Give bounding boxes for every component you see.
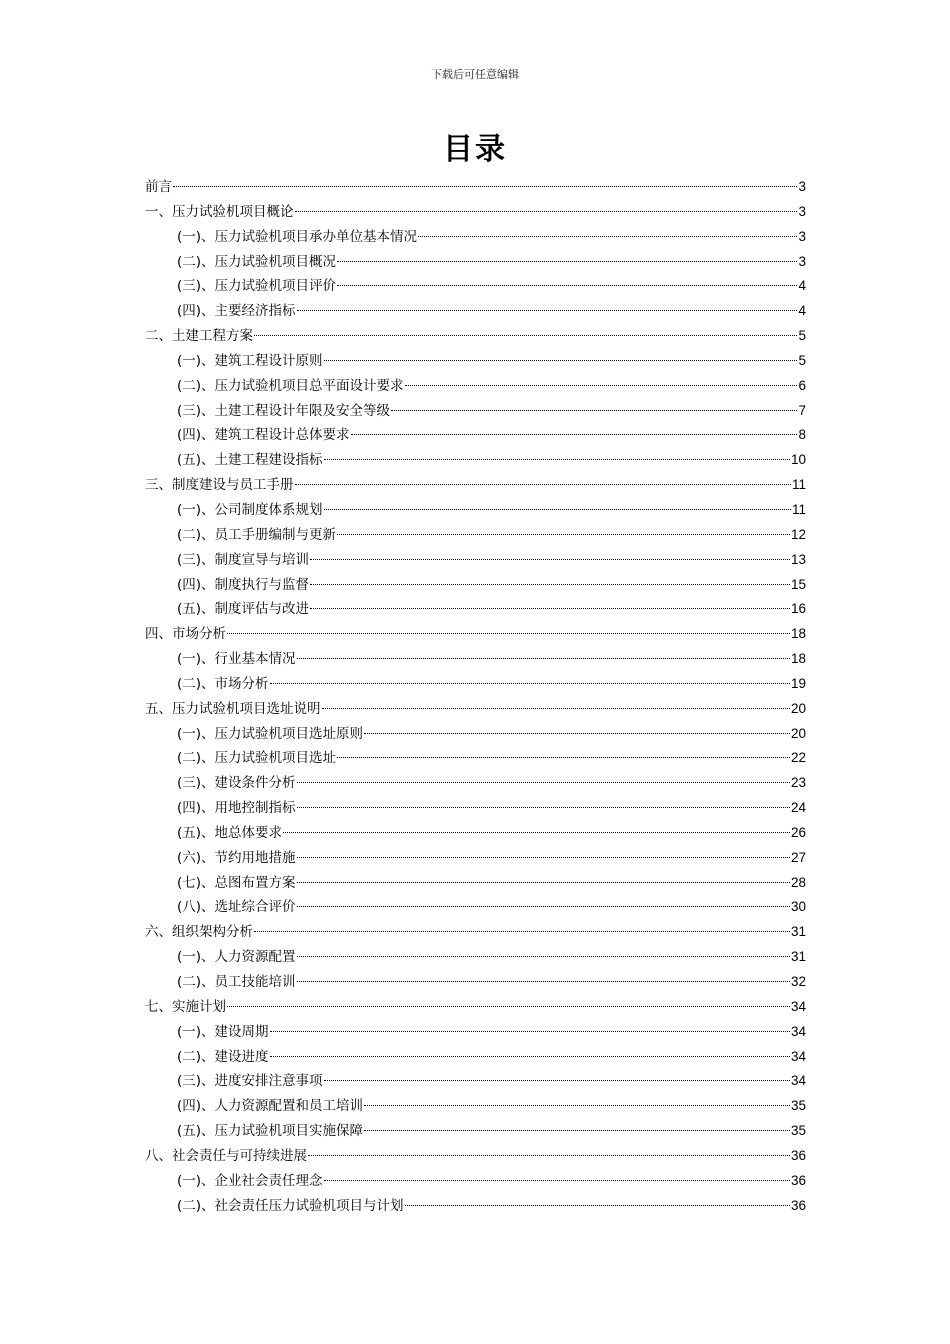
toc-entry[interactable] (145, 796, 806, 821)
toc-entry-label: (一)、建筑工程设计原则 (177, 352, 323, 369)
toc-dot-leader (337, 757, 790, 758)
toc-entry[interactable] (145, 821, 806, 846)
toc-entry-label: (四)、用地控制指标 (177, 800, 296, 817)
toc-entry[interactable] (145, 746, 806, 771)
toc-entry-page-number: 30 (790, 899, 806, 915)
toc-entry[interactable] (145, 274, 806, 299)
toc-entry-page-number: 20 (790, 700, 806, 716)
toc-entry-page-number: 34 (790, 998, 806, 1014)
toc-entry-page-number: 18 (790, 651, 806, 667)
toc-entry-label: (二)、员工手册编制与更新 (177, 526, 337, 543)
toc-dot-leader (297, 882, 790, 883)
toc-entry[interactable] (145, 225, 806, 250)
toc-entry-label: 七、实施计划 (145, 998, 226, 1015)
toc-dot-leader (254, 931, 790, 932)
toc-dot-leader (295, 211, 798, 212)
toc-dot-leader (364, 1105, 790, 1106)
toc-entry-label: (二)、建设进度 (177, 1048, 269, 1065)
toc-entry[interactable] (145, 349, 806, 374)
toc-entry-label: (二)、员工技能培训 (177, 974, 296, 990)
toc-dot-leader (297, 906, 790, 907)
toc-entry[interactable] (145, 771, 806, 796)
toc-entry-page-number: 24 (790, 800, 806, 816)
toc-dot-leader (391, 410, 797, 411)
toc-entry-label: (一)、建设周期 (177, 1023, 269, 1040)
toc-entry-label: (一)、压力试验机项目选址原则 (177, 725, 364, 742)
toc-entry-label: (三)、制度宣导与培训 (177, 551, 310, 568)
toc-entry-label: (五)、压力试验机项目实施保障 (177, 1123, 364, 1140)
toc-entry-page-number: 16 (790, 601, 806, 617)
toc-entry-label: 八、社会责任与可持续进展 (145, 1147, 307, 1164)
toc-entry-page-number: 28 (790, 874, 806, 890)
toc-entry[interactable] (145, 399, 806, 424)
toc-dot-leader (297, 956, 790, 957)
toc-dot-leader (227, 633, 790, 634)
toc-entry[interactable] (145, 473, 806, 498)
toc-entry-page-number: 22 (790, 750, 806, 766)
toc-dot-leader (405, 385, 798, 386)
toc-entry[interactable] (145, 722, 806, 747)
toc-entry[interactable] (145, 871, 806, 896)
toc-entry-label: 前言 (145, 179, 172, 195)
toc-dot-leader (297, 857, 790, 858)
toc-entry[interactable] (145, 1194, 806, 1219)
toc-entry-label: (一)、压力试验机项目承办单位基本情况 (177, 228, 418, 245)
toc-entry-page-number: 23 (790, 775, 806, 791)
toc-entry[interactable] (145, 1094, 806, 1119)
toc-dot-leader (310, 608, 790, 609)
toc-entry-label: (三)、建设条件分析 (177, 775, 296, 792)
toc-title: 目录 (443, 132, 507, 167)
toc-dot-leader (405, 1205, 790, 1206)
toc-entry-page-number: 5 (798, 328, 806, 344)
toc-entry-page-number: 10 (790, 452, 806, 468)
toc-dot-leader (270, 683, 790, 684)
toc-entry[interactable] (145, 622, 806, 647)
toc-entry[interactable] (145, 920, 806, 945)
toc-entry[interactable] (145, 498, 806, 523)
toc-entry-page-number: 12 (790, 526, 806, 542)
toc-entry-page-number: 11 (791, 477, 806, 493)
toc-entry[interactable] (145, 448, 806, 473)
toc-dot-leader (308, 1155, 790, 1156)
toc-entry-label: (二)、压力试验机项目选址 (177, 750, 337, 767)
toc-entry-page-number: 20 (790, 725, 806, 741)
toc-entry-label: (五)、土建工程建设指标 (177, 452, 323, 469)
toc-entry[interactable] (145, 970, 806, 995)
toc-entry-page-number: 18 (790, 626, 806, 642)
toc-dot-leader (364, 733, 790, 734)
toc-entry[interactable] (145, 250, 806, 275)
toc-entry-label: (七)、总图布置方案 (177, 874, 296, 891)
toc-entry-label: 四、市场分析 (145, 626, 226, 643)
toc-dot-leader (297, 782, 790, 783)
toc-entry-page-number: 36 (790, 1147, 806, 1163)
toc-entry-page-number: 31 (790, 924, 806, 940)
toc-entry-page-number: 32 (790, 974, 806, 989)
toc-entry-label: (二)、压力试验机项目总平面设计要求 (177, 377, 404, 394)
toc-entry-label: (三)、进度安排注意事项 (177, 1073, 323, 1090)
toc-dot-leader (254, 335, 797, 336)
toc-entry-label: (一)、行业基本情况 (177, 651, 296, 668)
toc-entry-page-number: 8 (798, 427, 806, 443)
toc-entry-label: (二)、市场分析 (177, 675, 269, 692)
toc-entry[interactable] (145, 697, 806, 722)
toc-dot-leader (270, 1031, 790, 1032)
toc-entry-page-number: 3 (798, 228, 806, 244)
toc-entry[interactable] (145, 1045, 806, 1070)
toc-entry[interactable] (145, 299, 806, 324)
toc-entry-label: 三、制度建设与员工手册 (145, 477, 294, 494)
toc-entry[interactable] (145, 1169, 806, 1194)
toc-entry[interactable] (145, 548, 806, 573)
toc-entry-page-number: 11 (791, 501, 806, 517)
toc-dot-leader (324, 1080, 790, 1081)
toc-dot-leader (418, 236, 797, 237)
toc-entry-page-number: 13 (790, 551, 806, 567)
toc-entry-label: 二、土建工程方案 (145, 328, 253, 345)
toc-entry-label: (一)、公司制度体系规划 (177, 501, 323, 518)
toc-dot-leader (310, 559, 790, 560)
toc-entry-label: (一)、人力资源配置 (177, 949, 296, 966)
toc-entry-label: (二)、压力试验机项目概况 (177, 253, 337, 270)
toc-entry[interactable] (145, 995, 806, 1020)
toc-entry-page-number: 36 (790, 1197, 806, 1213)
toc-entry-page-number: 27 (790, 849, 806, 865)
toc-dot-leader (297, 658, 790, 659)
toc-dot-leader (322, 708, 790, 709)
toc-entry[interactable] (145, 573, 806, 598)
toc-dot-leader (337, 261, 797, 262)
toc-entry-label: (五)、地总体要求 (177, 824, 283, 841)
toc-entry-page-number: 4 (798, 278, 806, 294)
toc-entry[interactable] (145, 1069, 806, 1094)
toc-entry-page-number: 26 (790, 824, 806, 840)
toc-dot-leader (324, 360, 798, 361)
toc-dot-leader (295, 484, 791, 485)
toc-dot-leader (324, 509, 791, 510)
toc-entry-page-number: 34 (790, 1073, 806, 1089)
toc-entry[interactable] (145, 324, 806, 349)
toc-dot-leader (324, 459, 790, 460)
toc-entry-label: 六、组织架构分析 (145, 924, 253, 941)
toc-entry-label: (五)、制度评估与改进 (177, 601, 310, 618)
toc-entry[interactable] (145, 1020, 806, 1045)
header-note: 下载后可任意编辑 (431, 68, 519, 81)
toc-entry-page-number: 36 (790, 1172, 806, 1188)
toc-entry-page-number: 34 (790, 1048, 806, 1064)
toc-dot-leader (270, 1056, 790, 1057)
toc-dot-leader (227, 1006, 790, 1007)
toc-entry-page-number: 35 (790, 1098, 806, 1114)
toc-entry[interactable] (145, 1144, 806, 1169)
toc-entry-page-number: 3 (798, 203, 806, 219)
toc-entry[interactable] (145, 374, 806, 399)
toc-entry-label: (四)、制度执行与监督 (177, 576, 310, 593)
toc-dot-leader (310, 584, 790, 585)
toc-dot-leader (297, 807, 790, 808)
toc-dot-leader (364, 1130, 790, 1131)
toc-dot-leader (351, 434, 798, 435)
toc-dot-leader (283, 832, 790, 833)
toc-entry-page-number: 35 (790, 1123, 806, 1139)
toc-dot-leader (297, 981, 790, 982)
toc-entry-page-number: 19 (790, 675, 806, 691)
toc-list (145, 175, 806, 1218)
toc-entry[interactable] (145, 175, 806, 200)
toc-entry-page-number: 7 (798, 402, 806, 418)
toc-entry-page-number: 34 (790, 1023, 806, 1039)
toc-entry[interactable] (145, 1119, 806, 1144)
toc-entry-label: (六)、节约用地措施 (177, 849, 296, 866)
toc-entry-label: (四)、人力资源配置和员工培训 (177, 1098, 364, 1115)
toc-entry-label: (一)、企业社会责任理念 (177, 1172, 323, 1189)
toc-entry-label: (二)、社会责任压力试验机项目与计划 (177, 1197, 404, 1214)
toc-entry-label: (四)、主要经济指标 (177, 303, 296, 320)
toc-entry-page-number: 31 (790, 949, 806, 965)
toc-entry[interactable] (145, 647, 806, 672)
toc-entry-page-number: 4 (798, 303, 806, 319)
toc-dot-leader (324, 1180, 790, 1181)
toc-entry[interactable] (145, 945, 806, 970)
toc-entry[interactable] (145, 200, 806, 225)
toc-entry-page-number: 15 (790, 576, 806, 592)
toc-entry[interactable] (145, 672, 806, 697)
toc-entry-label: 一、压力试验机项目概论 (145, 203, 294, 220)
toc-entry-label: 五、压力试验机项目选址说明 (145, 700, 321, 717)
toc-dot-leader (337, 285, 797, 286)
toc-entry-page-number: 3 (798, 253, 806, 269)
toc-entry[interactable] (145, 846, 806, 871)
toc-entry-page-number: 3 (798, 179, 806, 194)
toc-entry-page-number: 5 (798, 352, 806, 368)
toc-entry-label: (八)、选址综合评价 (177, 899, 296, 916)
toc-dot-leader (337, 534, 790, 535)
toc-entry[interactable] (145, 423, 806, 448)
toc-entry-page-number: 6 (798, 377, 806, 393)
toc-dot-leader (297, 310, 798, 311)
toc-entry-label: (三)、压力试验机项目评价 (177, 278, 337, 295)
toc-entry[interactable] (145, 895, 806, 920)
toc-dot-leader (173, 186, 797, 187)
toc-entry[interactable] (145, 597, 806, 622)
toc-entry-label: (三)、土建工程设计年限及安全等级 (177, 402, 391, 419)
toc-entry[interactable] (145, 523, 806, 548)
toc-entry-label: (四)、建筑工程设计总体要求 (177, 427, 350, 444)
